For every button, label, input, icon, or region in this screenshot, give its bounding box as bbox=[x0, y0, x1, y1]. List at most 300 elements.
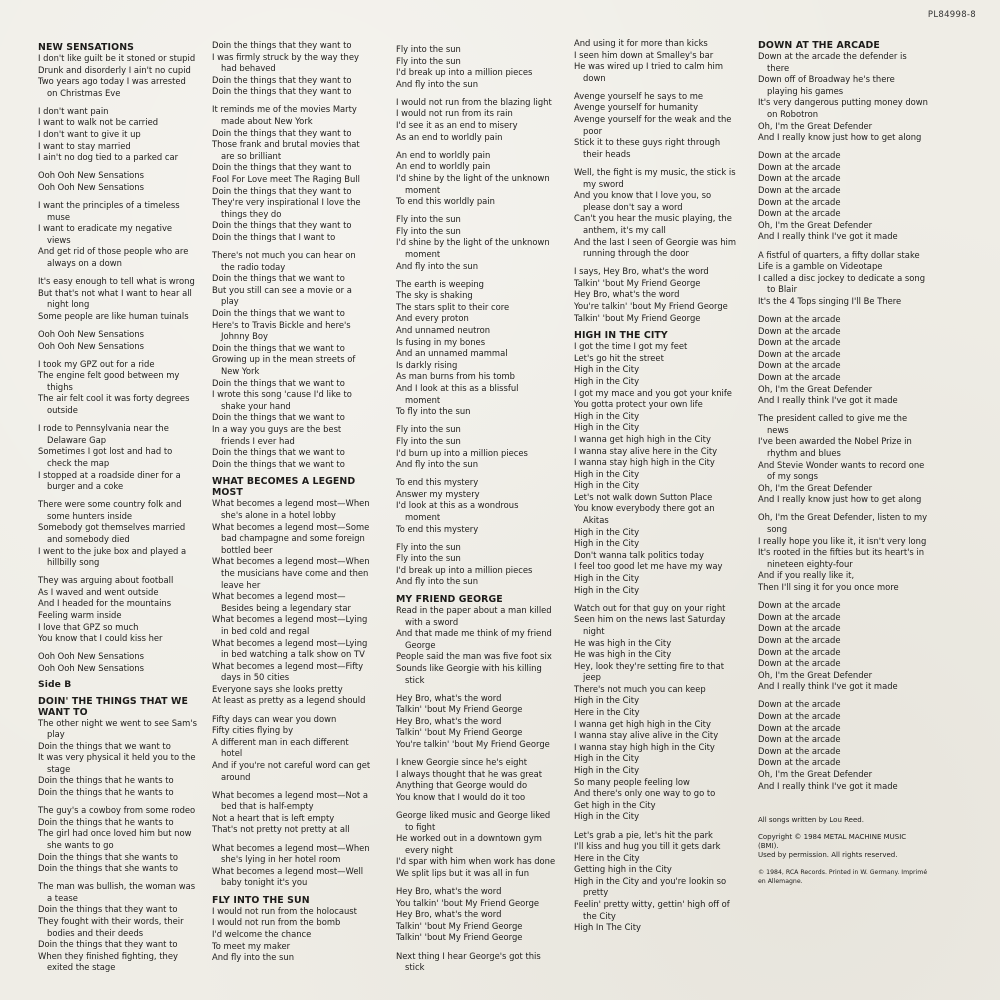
lyric-line: I've been awarded the Nobel Prize in rhythm and blues bbox=[758, 436, 912, 458]
stanza bbox=[396, 757, 556, 803]
lyric-line: Doin the things that they want to bbox=[38, 939, 178, 950]
lyric-line: It's very dangerous putting money down on Robotron bbox=[758, 97, 928, 119]
credits-copyright bbox=[758, 833, 928, 861]
lyric-line: You gotta protect your own life bbox=[574, 399, 703, 410]
lyric-line: Doin the things that we want to bbox=[212, 377, 345, 388]
stanza bbox=[396, 693, 556, 751]
stanza bbox=[396, 542, 556, 588]
side-label: Side B bbox=[38, 678, 72, 690]
stanza bbox=[38, 170, 198, 193]
lyric-line: It's the 4 Tops singing I'll Be There bbox=[758, 295, 902, 306]
lyric-line: Fly into the sun bbox=[396, 225, 461, 236]
stanza bbox=[212, 250, 372, 470]
lyric-line: The sky is shaking bbox=[396, 290, 473, 301]
lyric-line: Down at the arcade bbox=[758, 313, 841, 324]
lyric-line: The air felt cool it was forty degrees outside bbox=[38, 393, 190, 416]
lyric-line: And if you're not careful word can get around bbox=[212, 759, 371, 782]
lyric-line: Hey Bro, what's the word bbox=[396, 909, 502, 920]
lyric-line: Answer my mystery bbox=[396, 488, 480, 499]
lyric-line: I always thought that he was great bbox=[396, 768, 543, 779]
lyric-line: The engine felt good between my thighs bbox=[38, 370, 180, 392]
lyric-line: Everyone says she looks pretty bbox=[212, 683, 343, 694]
song-title: FLY INTO THE SUN bbox=[212, 894, 310, 906]
lyric-line: Here in the City bbox=[574, 707, 640, 718]
lyric-line: Let's grab a pie, let's hit the park bbox=[574, 829, 713, 840]
stanza bbox=[396, 951, 556, 974]
lyric-line: Next thing I hear George's got this stick bbox=[396, 950, 541, 973]
lyric-line: Is darkly rising bbox=[396, 359, 458, 370]
lyric-line: Doin the things that she wants to bbox=[38, 851, 179, 862]
lyric-line: Oh, I'm the Great Defender bbox=[758, 669, 873, 680]
lyric-line: And using it for more than kicks bbox=[574, 38, 708, 48]
lyric-line: Down at the arcade bbox=[758, 161, 841, 172]
lyric-line: What becomes a legend most—Lying in bed cold and regal bbox=[212, 614, 368, 636]
lyric-line: Down at the arcade bbox=[758, 623, 841, 634]
lyric-line: Fly into the sun bbox=[396, 55, 461, 66]
stanza bbox=[212, 790, 372, 836]
stanza bbox=[758, 413, 928, 506]
lyric-line: Doin the things that they want to bbox=[212, 220, 352, 231]
lyric-line: You know that I would do it too bbox=[396, 791, 526, 802]
lyric-line: Seen him on the news last Saturday night bbox=[574, 614, 726, 636]
stanza bbox=[574, 91, 740, 161]
lyric-line: Growing up in the mean streets of New York bbox=[212, 354, 356, 377]
lyric-line: I would not run from the holocaust bbox=[212, 905, 357, 916]
lyric-line: I got my mace and you got your knife bbox=[574, 387, 732, 398]
lyric-line: They fought with their words, their bodies and their deeds bbox=[38, 916, 184, 938]
lyric-line: Fool For Love meet The Raging Bull bbox=[212, 174, 360, 185]
lyric-line: It was very physical it held you to the stage bbox=[38, 752, 196, 774]
stanza bbox=[38, 106, 198, 164]
lyric-line: Can't you hear the music playing, the anthem, it's my call bbox=[574, 213, 732, 235]
lyric-line: I seen him down at Smalley's bar bbox=[574, 49, 714, 60]
lyric-line: High in the City bbox=[574, 584, 640, 595]
lyric-line: I took my GPZ out for a ride bbox=[38, 358, 155, 369]
stanza bbox=[212, 714, 372, 784]
lyric-line: Well, the fight is my music, the stick is my sword bbox=[574, 166, 736, 189]
lyric-line: In a way you guys are the best friends I ever had bbox=[212, 424, 342, 446]
lyric-line: Ooh Ooh New Sensations bbox=[38, 170, 144, 181]
stanza bbox=[38, 805, 198, 875]
lyric-line: Fly into the sun bbox=[396, 435, 461, 446]
stanza bbox=[396, 279, 556, 418]
lyric-line: Talkin' 'bout My Friend George bbox=[396, 727, 523, 738]
lyric-line: Doin the things that we want to bbox=[212, 412, 345, 423]
lyric-line: And every proton bbox=[396, 313, 469, 324]
lyric-line: I'd welcome the chance bbox=[212, 929, 312, 940]
lyric-line: People said the man was five foot six bbox=[396, 651, 552, 662]
stanza bbox=[38, 881, 198, 974]
lyric-line: Oh, I'm the Great Defender bbox=[758, 383, 873, 394]
lyric-line: High in the City bbox=[574, 480, 640, 491]
catalog-number: PL84998-8 bbox=[927, 10, 976, 20]
song-title: HIGH IN THE CITY bbox=[574, 330, 668, 342]
lyric-line: I rode to Pennsylvania near the Delaware Gap bbox=[38, 423, 169, 445]
lyric-line: I want the principles of a timeless muse bbox=[38, 200, 180, 222]
lyric-line: And I really think I've got it made bbox=[758, 395, 898, 406]
lyric-line: Doin the things that they want to bbox=[212, 127, 352, 138]
lyric-line: And I really think I've got it made bbox=[758, 231, 898, 242]
lyric-line: Fly into the sun bbox=[396, 541, 461, 552]
lyric-line: It's rooted in the fifties but its heart's in nineteen eighty-four bbox=[758, 547, 925, 569]
lyric-line: Doin the things that we want to bbox=[212, 308, 345, 319]
credit-line: Copyright © 1984 METAL MACHINE MUSIC (BMI). bbox=[758, 832, 907, 850]
lyric-line: I says, Hey Bro, what's the word bbox=[574, 266, 709, 277]
lyric-line: They was arguing about football bbox=[38, 575, 174, 586]
lyric-line: We split lips but it was all in fun bbox=[396, 868, 530, 878]
lyric-line: Those frank and brutal movies that are so brilliant bbox=[212, 139, 360, 161]
credits bbox=[758, 816, 928, 886]
lyric-line: Feeling warm inside bbox=[38, 610, 122, 621]
stanza bbox=[38, 499, 198, 569]
lyric-line: The stars split to their core bbox=[396, 301, 510, 312]
stanza bbox=[396, 477, 556, 535]
lyric-line: I would not run from the blazing light bbox=[396, 96, 552, 107]
lyric-line: There's not much you can hear on the radio today bbox=[212, 250, 356, 272]
lyric-line: And an unnamed mammal bbox=[396, 348, 508, 359]
lyric-line: I stopped at a roadside diner for a burger and a coke bbox=[38, 469, 181, 492]
lyric-line: Doin the things that we want to bbox=[212, 342, 345, 353]
lyric-line: Drunk and disorderly I ain't no cupid bbox=[38, 64, 191, 75]
stanza bbox=[212, 906, 372, 964]
lyric-line: Doin the things that they want to bbox=[212, 86, 352, 97]
stanza bbox=[574, 830, 740, 934]
lyric-line: Two years ago today I was arrested on Christmas Eve bbox=[38, 76, 186, 98]
lyric-line: When they finished fighting, they exited the stage bbox=[38, 950, 178, 973]
lyric-line: Watch out for that guy on your right bbox=[574, 602, 726, 613]
lyric-line: To fly into the sun bbox=[396, 406, 471, 417]
lyric-line: An end to worldly pain bbox=[396, 149, 491, 160]
lyric-line: I knew Georgie since he's eight bbox=[396, 757, 528, 768]
lyric-line: High in the City bbox=[574, 375, 640, 386]
lyric-line: Hey, look they're setting fire to that jeep bbox=[574, 660, 725, 683]
lyric-line: Getting high in the City bbox=[574, 864, 672, 875]
lyric-line: Avenge yourself he says to me bbox=[574, 90, 704, 101]
lyric-line: You know that I could kiss her bbox=[38, 633, 163, 644]
lyrics-column-1 bbox=[38, 42, 198, 974]
stanza bbox=[574, 38, 740, 84]
lyric-line: As an end to worldly pain bbox=[396, 131, 503, 142]
lyric-line: Down at the arcade bbox=[758, 325, 841, 336]
lyric-line: Oh, I'm the Great Defender bbox=[758, 768, 873, 779]
lyric-line: What becomes a legend most— Besides being a legendary star bbox=[212, 591, 351, 613]
lyric-line: And fly into the sun bbox=[396, 576, 478, 587]
lyric-line: And I really know just how to get along bbox=[758, 132, 922, 143]
stanza bbox=[758, 51, 928, 144]
lyric-line: Doin the things that they want to bbox=[212, 162, 352, 173]
lyric-line: To end this mystery bbox=[396, 523, 479, 534]
lyric-line: And I really know just how to get along bbox=[758, 494, 922, 505]
lyric-line: Down at the arcade bbox=[758, 734, 841, 745]
lyric-line: The earth is weeping bbox=[396, 278, 484, 289]
lyric-line: The other night we went to see Sam's play bbox=[38, 717, 198, 740]
lyric-line: Somebody got themselves married and somebody died bbox=[38, 522, 186, 544]
lyric-line: I'd break up into a million pieces bbox=[396, 564, 533, 575]
lyric-line: Fifty days can wear you down bbox=[212, 713, 337, 724]
lyric-line: Doin the things that I want to bbox=[212, 232, 336, 242]
stanza bbox=[396, 150, 556, 208]
lyric-line: At least as pretty as a legend should bbox=[212, 695, 366, 706]
lyric-line: Doin the things that they want to bbox=[212, 185, 352, 196]
lyric-line: I wanna get high high in the City bbox=[574, 718, 711, 729]
lyric-line: And fly into the sun bbox=[396, 260, 478, 271]
lyric-line: To end this mystery bbox=[396, 477, 479, 488]
lyric-line: Not a heart that is left empty bbox=[212, 812, 335, 823]
lyric-line: I'd shine by the light of the unknown moment bbox=[396, 237, 550, 259]
lyric-line: I called a disc jockey to dedicate a song to Blair bbox=[758, 272, 926, 295]
lyric-line: To meet my maker bbox=[212, 940, 291, 951]
lyric-line: The man was bullish, the woman was a tease bbox=[38, 881, 196, 903]
stanza bbox=[396, 605, 556, 686]
lyric-line: But that's not what I want to hear all night long bbox=[38, 287, 192, 310]
stanza bbox=[758, 512, 928, 593]
lyric-line: What becomes a legend most—Not a bed that is half-empty bbox=[212, 789, 369, 812]
lyric-line: Ooh Ooh New Sensations bbox=[38, 181, 144, 192]
song-title: WHAT BECOMES A LEGEND MOST bbox=[212, 476, 356, 499]
lyric-line: Doin the things that they want to bbox=[212, 74, 352, 85]
lyric-line: It's easy enough to tell what is wrong bbox=[38, 276, 195, 287]
lyric-line: Hey Bro, what's the word bbox=[396, 715, 502, 726]
stanza bbox=[396, 886, 556, 944]
lyric-line: I'd see it as an end to misery bbox=[396, 120, 518, 131]
lyric-line: Doin the things that we want to bbox=[212, 273, 345, 284]
lyric-line: A different man in each different hotel bbox=[212, 736, 349, 759]
stanza bbox=[38, 718, 198, 799]
lyric-line: Doin the things that they want to bbox=[38, 904, 178, 915]
lyric-line: And get rid of those people who are always on a down bbox=[38, 246, 189, 268]
lyric-line: I'd look at this as a wondrous moment bbox=[396, 500, 519, 522]
lyric-line: Down at the arcade bbox=[758, 150, 841, 161]
lyric-line: And unnamed neutron bbox=[396, 325, 491, 336]
lyric-line: Down at the arcade bbox=[758, 699, 841, 710]
lyric-line: Talkin' 'bout My Friend George bbox=[396, 704, 523, 715]
credits-label bbox=[758, 868, 928, 887]
lyric-line: High In The City bbox=[574, 922, 642, 933]
lyric-line: So many people feeling low bbox=[574, 776, 690, 787]
lyric-line: The president called to give me the news bbox=[758, 413, 908, 435]
lyric-line: And Stevie Wonder wants to record one of my songs bbox=[758, 459, 925, 482]
lyric-line: The girl had once loved him but now she wants to go bbox=[38, 828, 192, 850]
lyric-line: I don't want pain bbox=[38, 105, 109, 116]
lyric-line: And fly into the sun bbox=[212, 952, 294, 963]
lyric-line: High in the City bbox=[574, 695, 640, 706]
lyric-line: I'd spar with him when work has done bbox=[396, 856, 556, 867]
stanza bbox=[758, 314, 928, 407]
lyric-line: What becomes a legend most—Some bad champagne and some foreign bottled beer bbox=[212, 521, 370, 555]
lyric-line: Down at the arcade bbox=[758, 757, 841, 768]
lyric-line: I wanna stay alive here in the City bbox=[574, 445, 718, 456]
lyric-line: Fly into the sun bbox=[396, 214, 461, 225]
lyric-line: That's not pretty not pretty at all bbox=[212, 824, 350, 835]
lyric-line: Doin the things that we want to bbox=[212, 458, 345, 469]
lyric-line: What becomes a legend most—Fifty days in 50 cities bbox=[212, 660, 364, 683]
lyric-line: An end to worldly pain bbox=[396, 161, 491, 172]
lyric-line: There's not much you can keep bbox=[574, 683, 706, 694]
lyric-line: Ooh Ooh New Sensations bbox=[38, 328, 144, 339]
credits-written-by bbox=[758, 816, 928, 825]
lyric-line: Fly into the sun bbox=[396, 553, 461, 564]
lyric-line: Fifty cities flying by bbox=[212, 725, 294, 736]
lyric-line: And you know that I love you, so please don't say a word bbox=[574, 190, 712, 212]
lyric-line: Down at the arcade bbox=[758, 745, 841, 756]
credit-line: Used by permission. All rights reserved. bbox=[758, 851, 898, 860]
lyric-line: Doin the things that they want to bbox=[212, 40, 352, 50]
lyric-line: It reminds me of the movies Marty made about New York bbox=[212, 104, 357, 127]
lyric-line: Talkin' 'bout My Friend George bbox=[574, 277, 701, 288]
lyric-line: Doin the things that we want to bbox=[212, 447, 345, 458]
lyric-line: I really hope you like it, it isn't very long bbox=[758, 535, 927, 546]
lyric-line: Down at the arcade the defender is there bbox=[758, 51, 907, 73]
lyric-line: Life is a gamble on Videotape bbox=[758, 261, 883, 272]
song-title: DOIN' THE THINGS THAT WE WANT TO bbox=[38, 695, 188, 718]
lyric-line: Some people are like human tuinals bbox=[38, 310, 189, 321]
lyric-line: High in the City bbox=[574, 410, 640, 421]
stanza bbox=[38, 200, 198, 270]
lyric-line: He was wired up I tried to calm him down bbox=[574, 61, 724, 83]
lyric-line: I wanna get high high in the City bbox=[574, 433, 711, 444]
lyric-line: Hey Bro, what's the word bbox=[396, 692, 502, 703]
lyric-line: Down at the arcade bbox=[758, 348, 841, 359]
lyrics-column-3 bbox=[396, 44, 556, 974]
lyric-line: A fistful of quarters, a fifty dollar stake bbox=[758, 249, 920, 260]
lyric-line: And fly into the sun bbox=[396, 78, 478, 89]
stanza bbox=[212, 40, 372, 98]
lyric-line: I'd shine by the light of the unknown moment bbox=[396, 172, 550, 195]
lyric-line: I feel too good let me have my way bbox=[574, 561, 723, 572]
lyric-line: Is fusing in my bones bbox=[396, 336, 486, 347]
lyric-line: Fly into the sun bbox=[396, 424, 461, 435]
stanza bbox=[758, 250, 928, 308]
lyric-line: Let's not walk down Sutton Place bbox=[574, 491, 713, 502]
lyric-line: I want to walk not be carried bbox=[38, 117, 159, 128]
lyric-line: Fly into the sun bbox=[396, 44, 461, 54]
lyric-line: Stick it to these guys right through their heads bbox=[574, 137, 721, 159]
lyric-line: You know everybody there got an Akitas bbox=[574, 503, 715, 526]
lyric-line: Sometimes I got lost and had to check the map bbox=[38, 446, 173, 468]
lyric-line: High in the City bbox=[574, 811, 640, 822]
lyric-line: What becomes a legend most—When the musicians have come and then leave her bbox=[212, 556, 370, 590]
lyric-line: Doin the things that he wants to bbox=[38, 787, 174, 798]
lyric-line: Hey Bro, what's the word bbox=[574, 289, 680, 300]
lyric-line: High in the City bbox=[574, 573, 640, 584]
lyric-line: And I really think I've got it made bbox=[758, 780, 898, 791]
lyric-line: They're very inspirational I love the things they do bbox=[212, 197, 361, 219]
song-title: MY FRIEND GEORGE bbox=[396, 594, 503, 606]
stanza bbox=[38, 359, 198, 417]
lyric-line: Down at the arcade bbox=[758, 600, 841, 611]
lyric-line: I would not run from its rain bbox=[396, 108, 513, 119]
lyric-line: George liked music and George liked to fight bbox=[396, 810, 551, 832]
lyric-line: Sounds like Georgie with his killing stick bbox=[396, 663, 542, 685]
lyric-line: Down at the arcade bbox=[758, 710, 841, 721]
lyric-line: But you still can see a movie or a play bbox=[212, 284, 352, 307]
lyric-line: Down at the arcade bbox=[758, 360, 841, 371]
stanza bbox=[574, 266, 740, 324]
lyric-line: Read in the paper about a man killed with a sword bbox=[396, 605, 552, 627]
lyric-line: I wrote this song 'cause I'd like to shake your hand bbox=[212, 389, 352, 411]
lyric-line: Down at the arcade bbox=[758, 722, 841, 733]
lyric-line: Doin the things that we want to bbox=[38, 740, 171, 751]
lyric-line: And that made me think of my friend George bbox=[396, 628, 552, 650]
lyric-line: Down at the arcade bbox=[758, 208, 841, 219]
lyric-line: I was firmly struck by the way they had behaved bbox=[212, 51, 359, 74]
lyric-line: Here in the City bbox=[574, 852, 640, 863]
lyric-line: And I really think I've got it made bbox=[758, 681, 898, 692]
lyric-line: I love that GPZ so much bbox=[38, 621, 139, 632]
lyric-line: I don't want to give it up bbox=[38, 129, 141, 140]
lyric-line: Feelin' pretty witty, gettin' high off of the City bbox=[574, 899, 730, 921]
lyric-line: I ain't no dog tied to a parked car bbox=[38, 152, 179, 163]
lyric-line: Talkin' 'bout My Friend George bbox=[396, 932, 523, 943]
lyric-line: High in the City bbox=[574, 526, 640, 537]
lyric-line: I'd burn up into a million pieces bbox=[396, 447, 528, 458]
stanza bbox=[38, 53, 198, 99]
lyric-line: Down at the arcade bbox=[758, 185, 841, 196]
stanza bbox=[212, 843, 372, 889]
lyric-line: I don't like guilt be it stoned or stupid bbox=[38, 53, 196, 63]
lyric-line: And the last I seen of Georgie was him running through the door bbox=[574, 236, 737, 259]
lyric-line: Oh, I'm the Great Defender bbox=[758, 219, 873, 230]
stanza bbox=[758, 600, 928, 693]
lyric-line: There were some country folk and some hunters inside bbox=[38, 499, 182, 521]
stanza bbox=[38, 276, 198, 322]
lyric-line: Down at the arcade bbox=[758, 196, 841, 207]
lyric-line: What becomes a legend most—When she's alone in a hotel lobby bbox=[212, 498, 370, 520]
lyric-line: Avenge yourself for humanity bbox=[574, 102, 699, 113]
credit-line: © 1984, RCA Records. Printed in W. Germany. Imprimé en Allemagne. bbox=[758, 868, 928, 886]
stanza bbox=[574, 167, 740, 260]
lyric-line: And there's only one way to go to bbox=[574, 788, 716, 799]
lyric-line: High in the City and you're lookin so pretty bbox=[574, 875, 727, 898]
stanza bbox=[574, 603, 740, 823]
lyrics-column-5 bbox=[758, 40, 928, 887]
lyric-line: Down at the arcade bbox=[758, 658, 841, 669]
lyric-line: To end this worldly pain bbox=[396, 196, 495, 207]
lyric-line: You're talkin' 'bout My Friend George bbox=[574, 300, 728, 311]
stanza bbox=[38, 423, 198, 493]
lyric-line: Doin the things that he wants to bbox=[38, 775, 174, 786]
song-title: DOWN AT THE ARCADE bbox=[758, 40, 880, 51]
lyric-line: I want to stay married bbox=[38, 140, 131, 151]
lyric-line: I wanna stay alive alive in the City bbox=[574, 730, 719, 741]
lyric-line: Down at the arcade bbox=[758, 611, 841, 622]
credit-line: All songs written by Lou Reed. bbox=[758, 816, 864, 825]
lyric-line: I'd break up into a million pieces bbox=[396, 67, 533, 78]
stanza bbox=[758, 699, 928, 792]
lyric-line: Doin the things that he wants to bbox=[38, 816, 174, 827]
lyric-line: Ooh Ooh New Sensations bbox=[38, 340, 144, 351]
stanza bbox=[574, 341, 740, 596]
lyric-line: What becomes a legend most—Well baby tonight it's you bbox=[212, 865, 364, 888]
stanza bbox=[38, 575, 198, 645]
lyric-line: What becomes a legend most—Lying in bed watching a talk show on TV bbox=[212, 637, 368, 660]
lyric-line: Down at the arcade bbox=[758, 634, 841, 645]
lyric-line: Let's go hit the street bbox=[574, 352, 664, 363]
lyric-line: I would not run from the bomb bbox=[212, 917, 341, 928]
lyric-line: You're talkin' 'bout My Friend George bbox=[396, 739, 550, 750]
lyric-line: Down off of Broadway he's there playing his games bbox=[758, 74, 895, 96]
lyric-line: Get high in the City bbox=[574, 799, 656, 810]
stanza bbox=[38, 651, 198, 674]
lyric-line: I went to the juke box and played a hillbilly song bbox=[38, 545, 187, 568]
stanza bbox=[396, 810, 556, 880]
lyric-line: High in the City bbox=[574, 753, 640, 764]
lyric-line: Ooh Ooh New Sensations bbox=[38, 651, 144, 662]
lyric-line: Down at the arcade bbox=[758, 337, 841, 348]
stanza bbox=[212, 498, 372, 707]
lyric-line: Down at the arcade bbox=[758, 173, 841, 184]
lyric-line: And I headed for the mountains bbox=[38, 598, 172, 609]
